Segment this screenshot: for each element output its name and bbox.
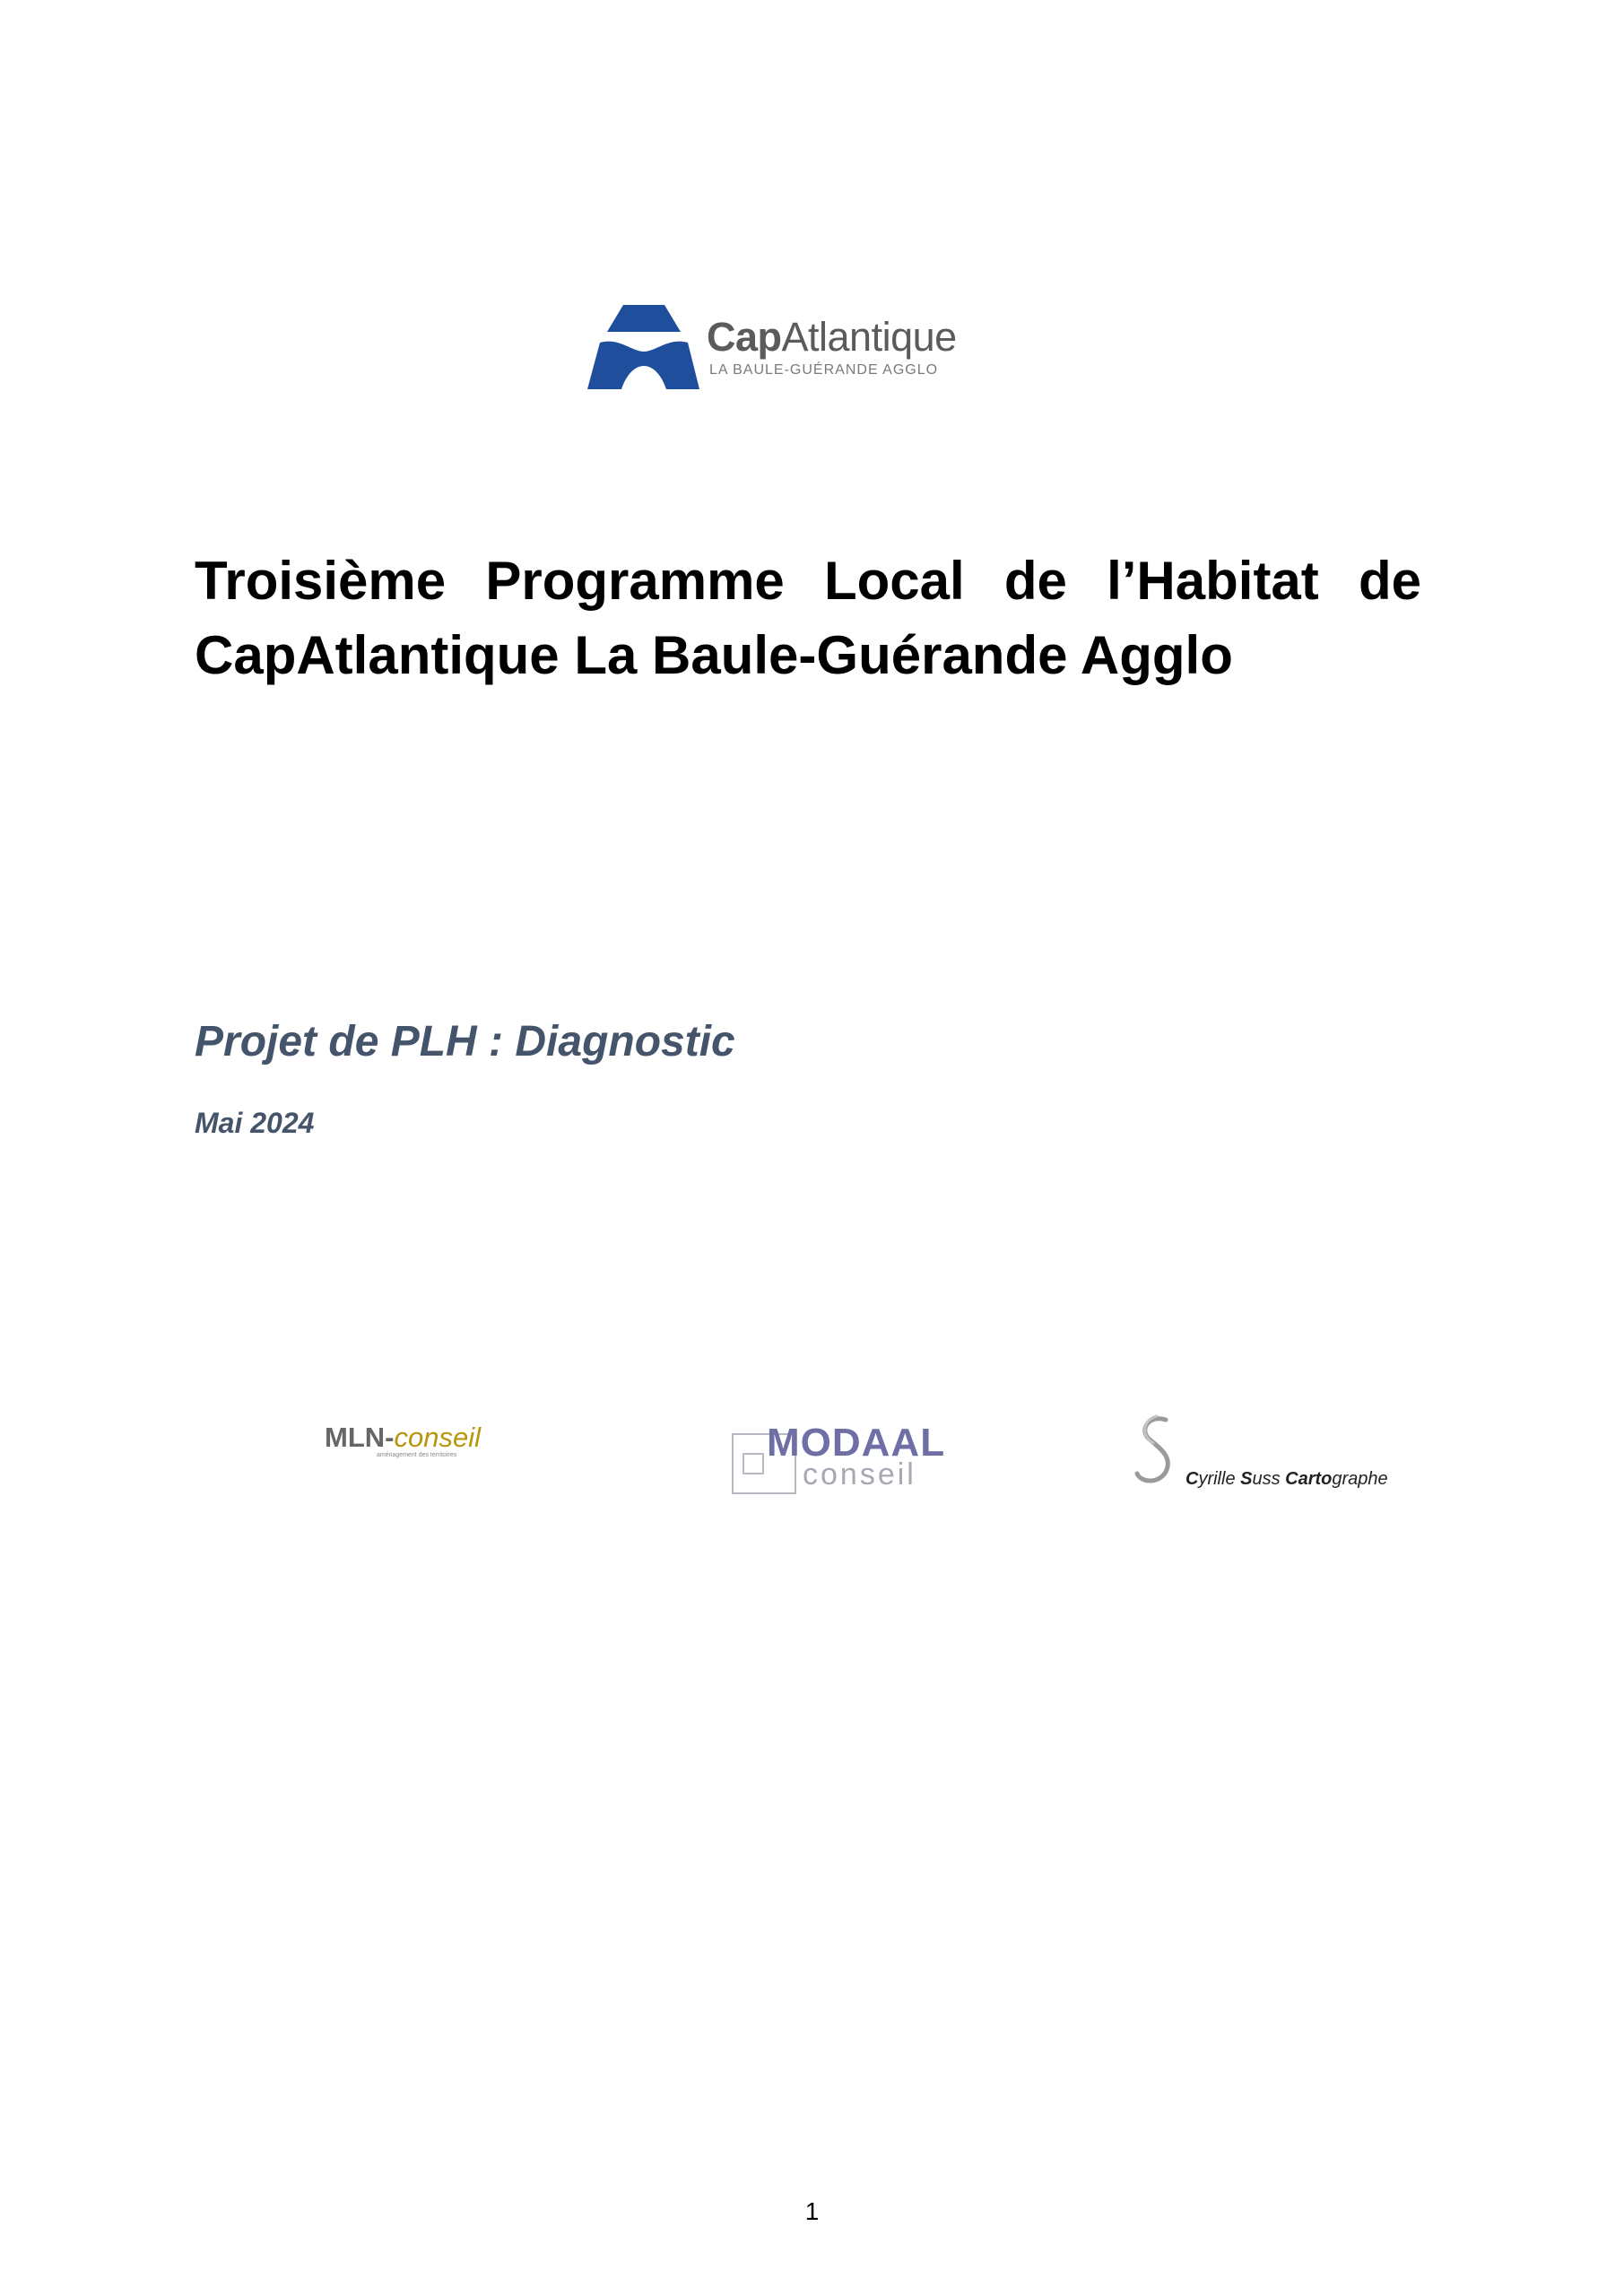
mln-conseil-wordmark: MLN-conseil [325, 1422, 481, 1453]
modaal-subtitle: conseil [803, 1457, 916, 1492]
document-subtitle: Projet de PLH : Diagnostic [195, 1018, 735, 1065]
capatlantique-logo [587, 305, 964, 395]
mln-conseil-logo [325, 1422, 504, 1466]
cyrille-suss-logo [1130, 1413, 1399, 1493]
cs-monogram-icon [1130, 1413, 1184, 1493]
mln-conseil-tagline: aménagement des territoires [377, 1452, 457, 1458]
page-number: 1 [804, 2197, 820, 2225]
cyrille-suss-wordmark: Cyrille Suss Cartographe [1185, 1469, 1388, 1489]
modaal-conseil-logo [731, 1422, 964, 1498]
capatlantique-wordmark: CapAtlantique [707, 314, 957, 360]
capatlantique-emblem-icon [587, 305, 699, 389]
capatlantique-tagline: LA BAULE-GUÉRANDE AGGLO [709, 362, 939, 378]
modaal-wordmark: MODAAL [767, 1421, 946, 1465]
document-title: Troisième Programme Local de l’Habitat de CapAtlantique La Baule-Guérande Agglo [195, 551, 1421, 685]
document-date: Mai 2024 [195, 1107, 315, 1139]
